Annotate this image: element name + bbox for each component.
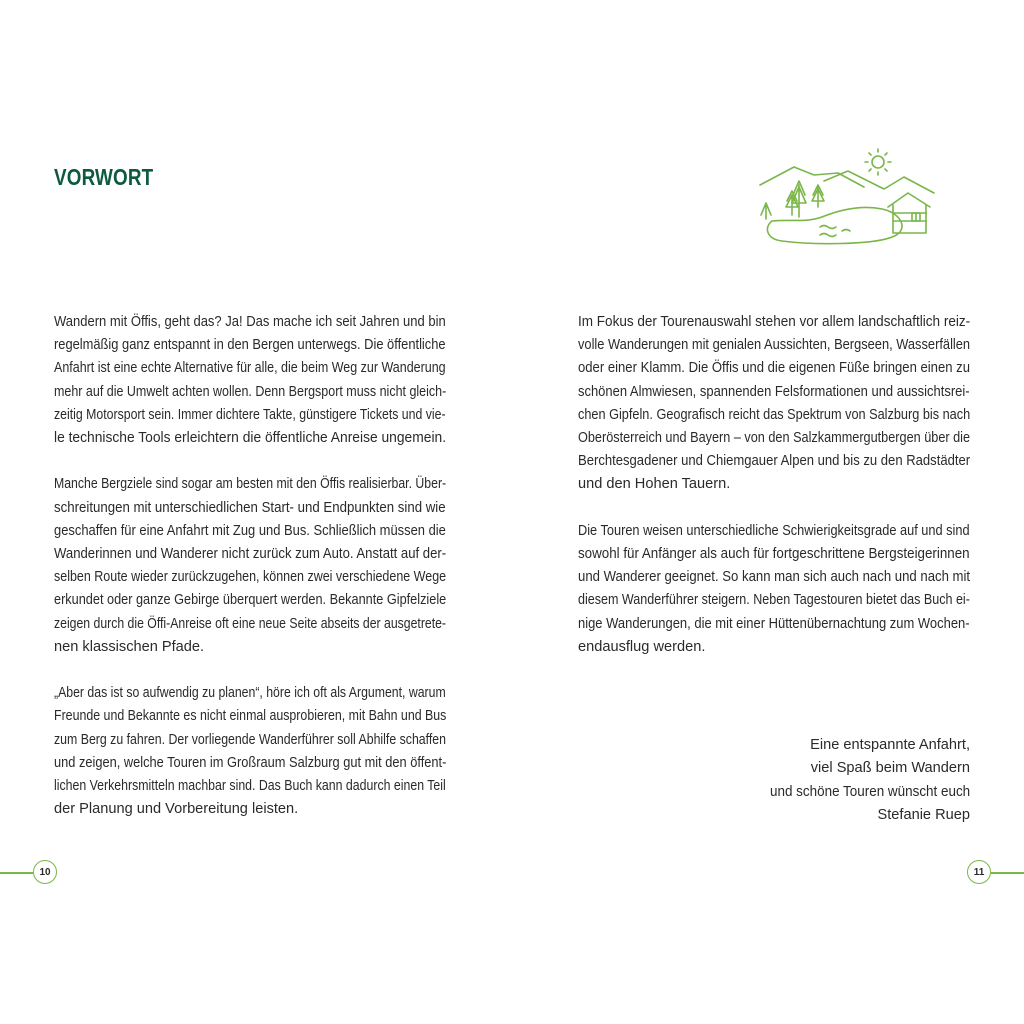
text-line: volle Wanderungen mit genialen Aussichten, Bergseen, Wasserfällen (578, 337, 971, 354)
paragraph (54, 473, 446, 659)
paragraph (578, 520, 970, 659)
text-line: und den Hohen Tauern. (578, 476, 731, 493)
page-number-badge: 10 (33, 860, 57, 884)
text-line: zeitig Motorsport sein. Immer dichtere Takte, günstigere Tickets und vie- (54, 406, 446, 423)
text-line: diesem Wanderführer steigern. Neben Tagestouren bietet das Buch ei- (578, 592, 970, 609)
signoff-line: Eine entspannte Anfahrt, (810, 737, 970, 753)
text-line: lichen Verkehrsmitteln machbar sind. Das Buch kann dadurch einen Teil (54, 778, 446, 795)
text-line: oder einer Klamm. Die Öffis und die eigenen Füße bringen einen zu (578, 360, 970, 377)
text-line: schönen Almwiesen, spannenden Felsformationen und aussichtsrei- (578, 383, 970, 400)
text-line: mehr auf die Umwelt achten wollen. Denn Bergsport muss nicht gleich- (54, 383, 447, 400)
text-line: der Planung und Vorbereitung leisten. (54, 801, 299, 818)
text-line: zum Berg zu fahren. Der vorliegende Wanderführer soll Abhilfe schaffen (54, 731, 447, 748)
text-line: zeigen durch die Öffi-Anreise oft eine neue Seite abseits der ausgetrete- (54, 615, 447, 632)
text-line: geschaffen für eine Anfahrt mit Zug und Bus. Schließlich müssen die (54, 522, 446, 539)
text-line: „Aber das ist so aufwendig zu planen“, höre ich oft als Argument, warum (54, 685, 446, 702)
text-line: Wanderinnen und Wanderer nicht zurück zum Auto. Anstatt auf der- (54, 546, 447, 563)
page-number-badge: 11 (967, 860, 991, 884)
page-title: VORWORT (54, 164, 154, 190)
right-text-column (578, 311, 970, 682)
signoff (753, 734, 970, 828)
text-line: Die Touren weisen unterschiedliche Schwierigkeitsgrade auf und sind (578, 522, 970, 539)
mountain-lake-cabin-icon (752, 145, 938, 251)
text-line: und Wanderer geeignet. So kann man sich auch nach und nach mit (578, 569, 971, 586)
text-line: Im Fokus der Tourenauswahl stehen vor allem landschaftlich reiz- (578, 314, 971, 330)
text-line: sowohl für Anfänger als auch für fortgeschrittene Bergsteigerinnen (578, 546, 970, 563)
text-line: schreitungen mit unterschiedlichen Start- und Endpunkten sind wie (54, 499, 446, 516)
paragraph (54, 682, 446, 821)
text-line: Wandern mit Öffis, geht das? Ja! Das mache ich seit Jahren und bin (54, 314, 446, 330)
text-line: le technische Tools erleichtern die öffentliche Anreise ungemein. (54, 430, 447, 447)
page-number-rule (0, 872, 33, 874)
signoff-line: viel Spaß beim Wandern (810, 760, 970, 777)
left-text-column (54, 311, 446, 845)
signoff-line: und schöne Touren wünscht euch (769, 783, 970, 800)
text-line: nige Wanderungen, die mit einer Hüttenübernachtung zum Wochen- (578, 615, 970, 632)
text-line: chen Gipfeln. Geografisch reicht das Spektrum von Salzburg bis nach (578, 406, 971, 423)
text-line: nen klassischen Pfade. (54, 638, 205, 655)
page-number-rule (991, 872, 1024, 874)
text-line: regelmäßig ganz entspannt in den Bergen unterwegs. Die öffentliche (54, 337, 446, 354)
paragraph (578, 311, 970, 497)
text-line: Manche Bergziele sind sogar am besten mit den Öffis realisierbar. Über- (54, 476, 447, 493)
text-line: Berchtesgadener und Chiemgauer Alpen und bis zu den Radstädter (578, 453, 971, 470)
text-line: und zeigen, welche Touren im Großraum Salzburg gut mit den öffent- (54, 754, 447, 771)
author-name: Stefanie Ruep (877, 807, 970, 824)
text-line: Freunde und Bekannte es nicht einmal ausprobieren, mit Bahn und Bus (54, 708, 447, 725)
text-line: selben Route wieder zurückzugehen, können zwei verschiedene Wege (54, 569, 447, 586)
text-line: endausflug werden. (578, 638, 706, 655)
paragraph (54, 311, 446, 450)
text-line: Anfahrt ist eine echte Alternative für alle, die beim Weg zur Wanderung (54, 360, 446, 377)
text-line: Oberösterreich und Bayern – von den Salzkammergutbergen über die (578, 430, 971, 447)
text-line: erkundet oder ganze Gebirge überquert werden. Bekannte Gipfelziele (54, 592, 447, 609)
